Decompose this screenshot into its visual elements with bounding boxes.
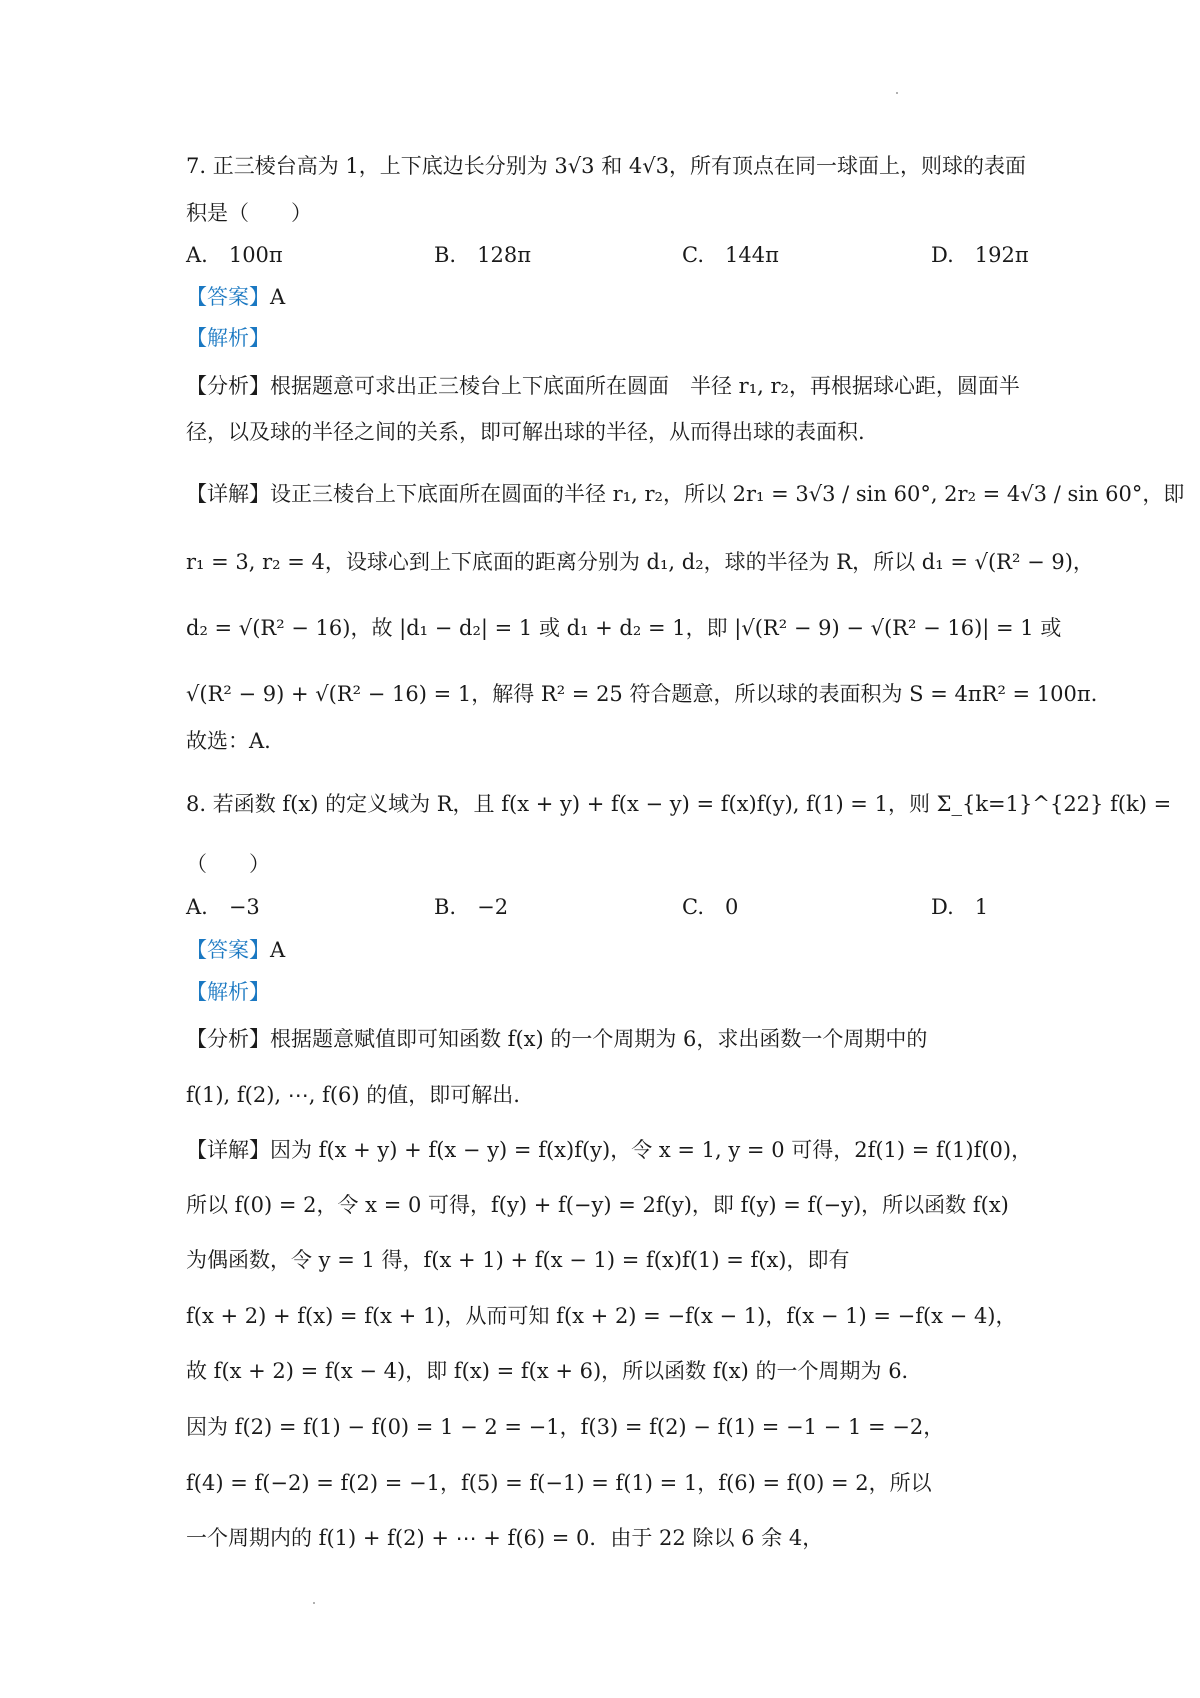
q8-stem-line-2: （ ） (186, 852, 270, 876)
q8-detail-line-1 (186, 1136, 1050, 1164)
q8-answer-line (186, 936, 1050, 964)
q7-answer-tag: 【答案】 (186, 285, 270, 309)
q7-fenxi-line-1 (186, 372, 1050, 400)
q8-detail-line-2: 所以 f(0) = 2，令 x = 0 可得，f(y) + f(−y) = 2f(y)，即 f(y) = f(−y)，所以函数 f(x) (186, 1193, 1009, 1217)
q8-option-a: A. −3 (186, 895, 260, 919)
q7-fenxi-line-2: 径，以及球的半径之间的关系，即可解出球的半径，从而得出球的表面积. (186, 420, 865, 444)
q8-detail-line-8: 一个周期内的 f(1) + f(2) + ⋯ + f(6) = 0．由于 22 除以 6 余 4， (186, 1526, 824, 1550)
q8-detail-line-6: 因为 f(2) = f(1) − f(0) = 1 − 2 = −1，f(3) = f(2) − f(1) = −1 − 1 = −2， (186, 1415, 945, 1439)
q8-answer-value: A (270, 938, 286, 962)
q7-answer-value: A (270, 285, 286, 309)
q8-stem-line-1: 8. 若函数 f(x) 的定义域为 R，且 f(x + y) + f(x − y) = f(x)f(y), f(1) = 1，则 Σ_{k=1}^{22} f(k) = (186, 792, 1172, 816)
q7-detail-line-2: r₁ = 3, r₂ = 4，设球心到上下底面的距离分别为 d₁, d₂，球的半径为 R，所以 d₁ = √(R² − 9)， (186, 550, 1094, 574)
q8-fenxi-line-1 (186, 1025, 1050, 1053)
q8-detail-line-7: f(4) = f(−2) = f(2) = −1，f(5) = f(−1) = f(1) = 1，f(6) = f(0) = 2，所以 (186, 1471, 932, 1495)
q7-detail-line-1 (186, 480, 1185, 508)
q7-detail-line-5: 故选：A. (186, 729, 271, 753)
q8-detail-text-1: 因为 f(x + y) + f(x − y) = f(x)f(y)，令 x = 1, y = 0 可得，2f(1) = f(1)f(0)， (270, 1138, 1033, 1162)
q7-detail-text-1: 设正三棱台上下底面所在圆面的半径 r₁, r₂，所以 2r₁ = 3√3 / sin 60°, 2r₂ = 4√3 / sin 60°，即 (270, 482, 1185, 506)
q7-answer-line (186, 283, 1050, 311)
scan-speck (313, 1602, 315, 1604)
q8-detail-line-3: 为偶函数，令 y = 1 得，f(x + 1) + f(x − 1) = f(x)f(1) = f(x)，即有 (186, 1248, 850, 1272)
q7-option-b: B. 128π (434, 243, 531, 267)
q8-option-c: C. 0 (682, 895, 739, 919)
q7-fenxi-text-1: 根据题意可求出正三棱台上下底面所在圆面 半径 r₁, r₂，再根据球心距，圆面半 (270, 374, 1020, 398)
q7-xiangjie-tag: 【详解】 (186, 482, 270, 506)
q7-detail-line-4: √(R² − 9) + √(R² − 16) = 1，解得 R² = 25 符合题意，所以球的表面积为 S = 4πR² = 100π． (186, 682, 1112, 706)
q7-option-a: A. 100π (186, 243, 283, 267)
q8-fenxi-tag: 【分析】 (186, 1027, 270, 1051)
q7-stem-line-2: 积是（ ） (186, 201, 312, 225)
q8-analysis-line (186, 978, 1050, 1006)
q7-option-c: C. 144π (682, 243, 779, 267)
q7-stem-line-1: 7. 正三棱台高为 1，上下底边长分别为 3√3 和 4√3，所有顶点在同一球面上，则球的表面 (186, 154, 1026, 178)
q7-detail-line-3: d₂ = √(R² − 16)，故 |d₁ − d₂| = 1 或 d₁ + d₂ = 1，即 |√(R² − 9) − √(R² − 16)| = 1 或 (186, 616, 1062, 640)
q8-option-b: B. −2 (434, 895, 509, 919)
q8-detail-line-4: f(x + 2) + f(x) = f(x + 1)，从而可知 f(x + 2) = −f(x − 1)，f(x − 1) = −f(x − 4)， (186, 1304, 1017, 1328)
q7-analysis-tag: 【解析】 (186, 326, 270, 350)
q8-fenxi-text-1: 根据题意赋值即可知函数 f(x) 的一个周期为 6，求出函数一个周期中的 (270, 1027, 928, 1051)
q7-option-d: D. 192π (931, 243, 1029, 267)
q8-detail-line-5: 故 f(x + 2) = f(x − 4)，即 f(x) = f(x + 6)，所以函数 f(x) 的一个周期为 6． (186, 1359, 923, 1383)
q8-analysis-tag: 【解析】 (186, 980, 270, 1004)
scan-speck (896, 92, 898, 94)
q8-fenxi-line-2: f(1), f(2), ⋯, f(6) 的值，即可解出. (186, 1083, 520, 1107)
q8-xiangjie-tag: 【详解】 (186, 1138, 270, 1162)
q8-option-d: D. 1 (931, 895, 989, 919)
q7-fenxi-tag: 【分析】 (186, 374, 270, 398)
q8-answer-tag: 【答案】 (186, 938, 270, 962)
q7-analysis-line (186, 324, 1050, 352)
